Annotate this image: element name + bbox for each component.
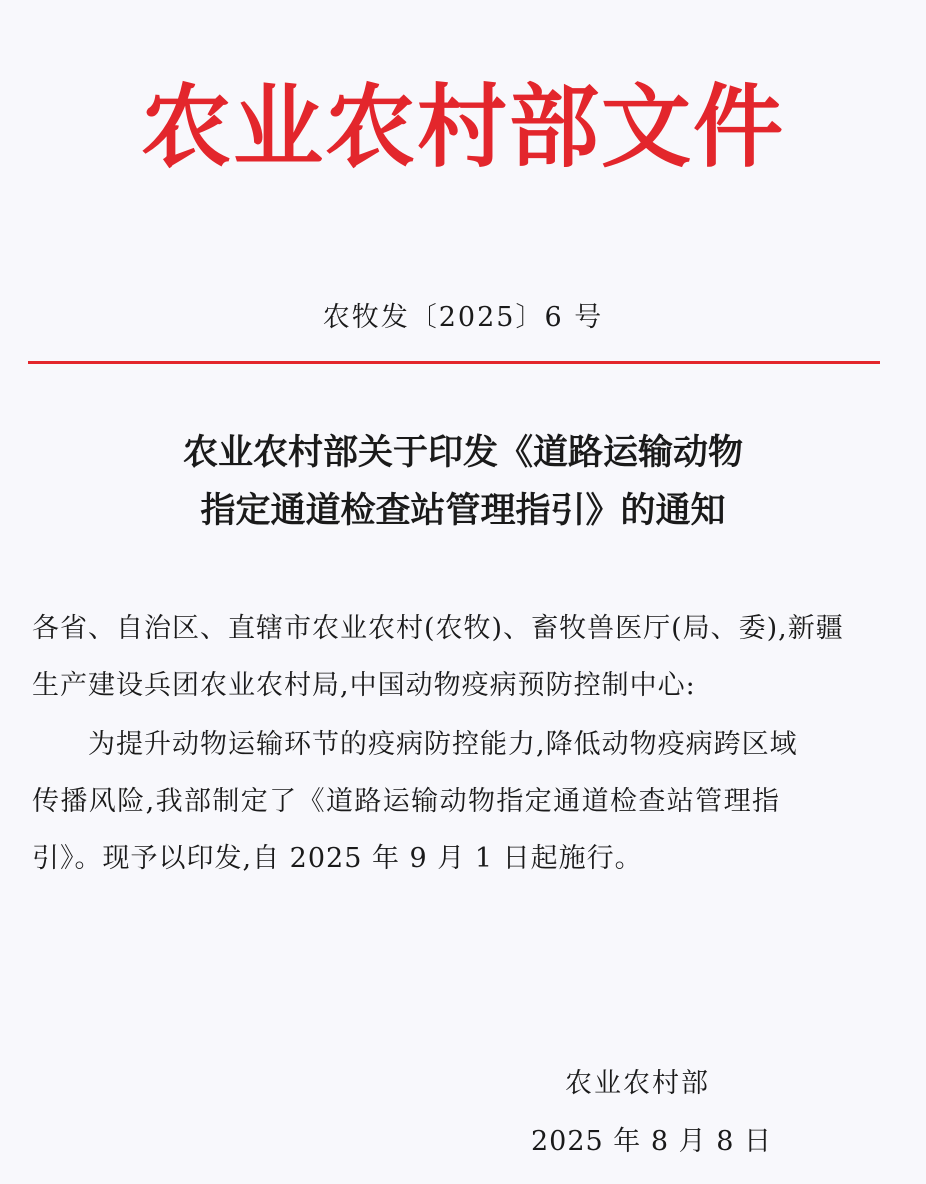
body-paragraph-line-1: 为提升动物运输环节的疫病防控能力,降低动物疫病跨区域 [88,729,798,760]
addressee-line-2: 生产建设兵团农业农村局,中国动物疫病预防控制中心: [32,670,696,701]
addressee-line-1: 各省、自治区、直辖市农业农村(农牧)、畜牧兽医厅(局、委),新疆 [32,613,844,644]
document-number: 农牧发〔2025〕6 号 [322,302,604,333]
notice-title [0,424,926,540]
body-paragraph-line-2: 传播风险,我部制定了《道路运输动物指定通道检查站管理指 [32,786,781,817]
document-header-title: 农业农村部文件 [141,74,785,180]
signature-date: 2025 年 8 月 8 日 [531,1126,772,1157]
body-paragraph-line-3: 引》。现予以印发,自 2025 年 9 月 1 日起施行。 [32,843,643,874]
red-divider-line [28,361,880,364]
notice-title-line-1: 农业农村部关于印发《道路运输动物 [182,433,743,473]
notice-title-line-2: 指定通道检查站管理指引》的通知 [200,491,726,531]
signature-organization: 农业农村部 [565,1068,710,1099]
